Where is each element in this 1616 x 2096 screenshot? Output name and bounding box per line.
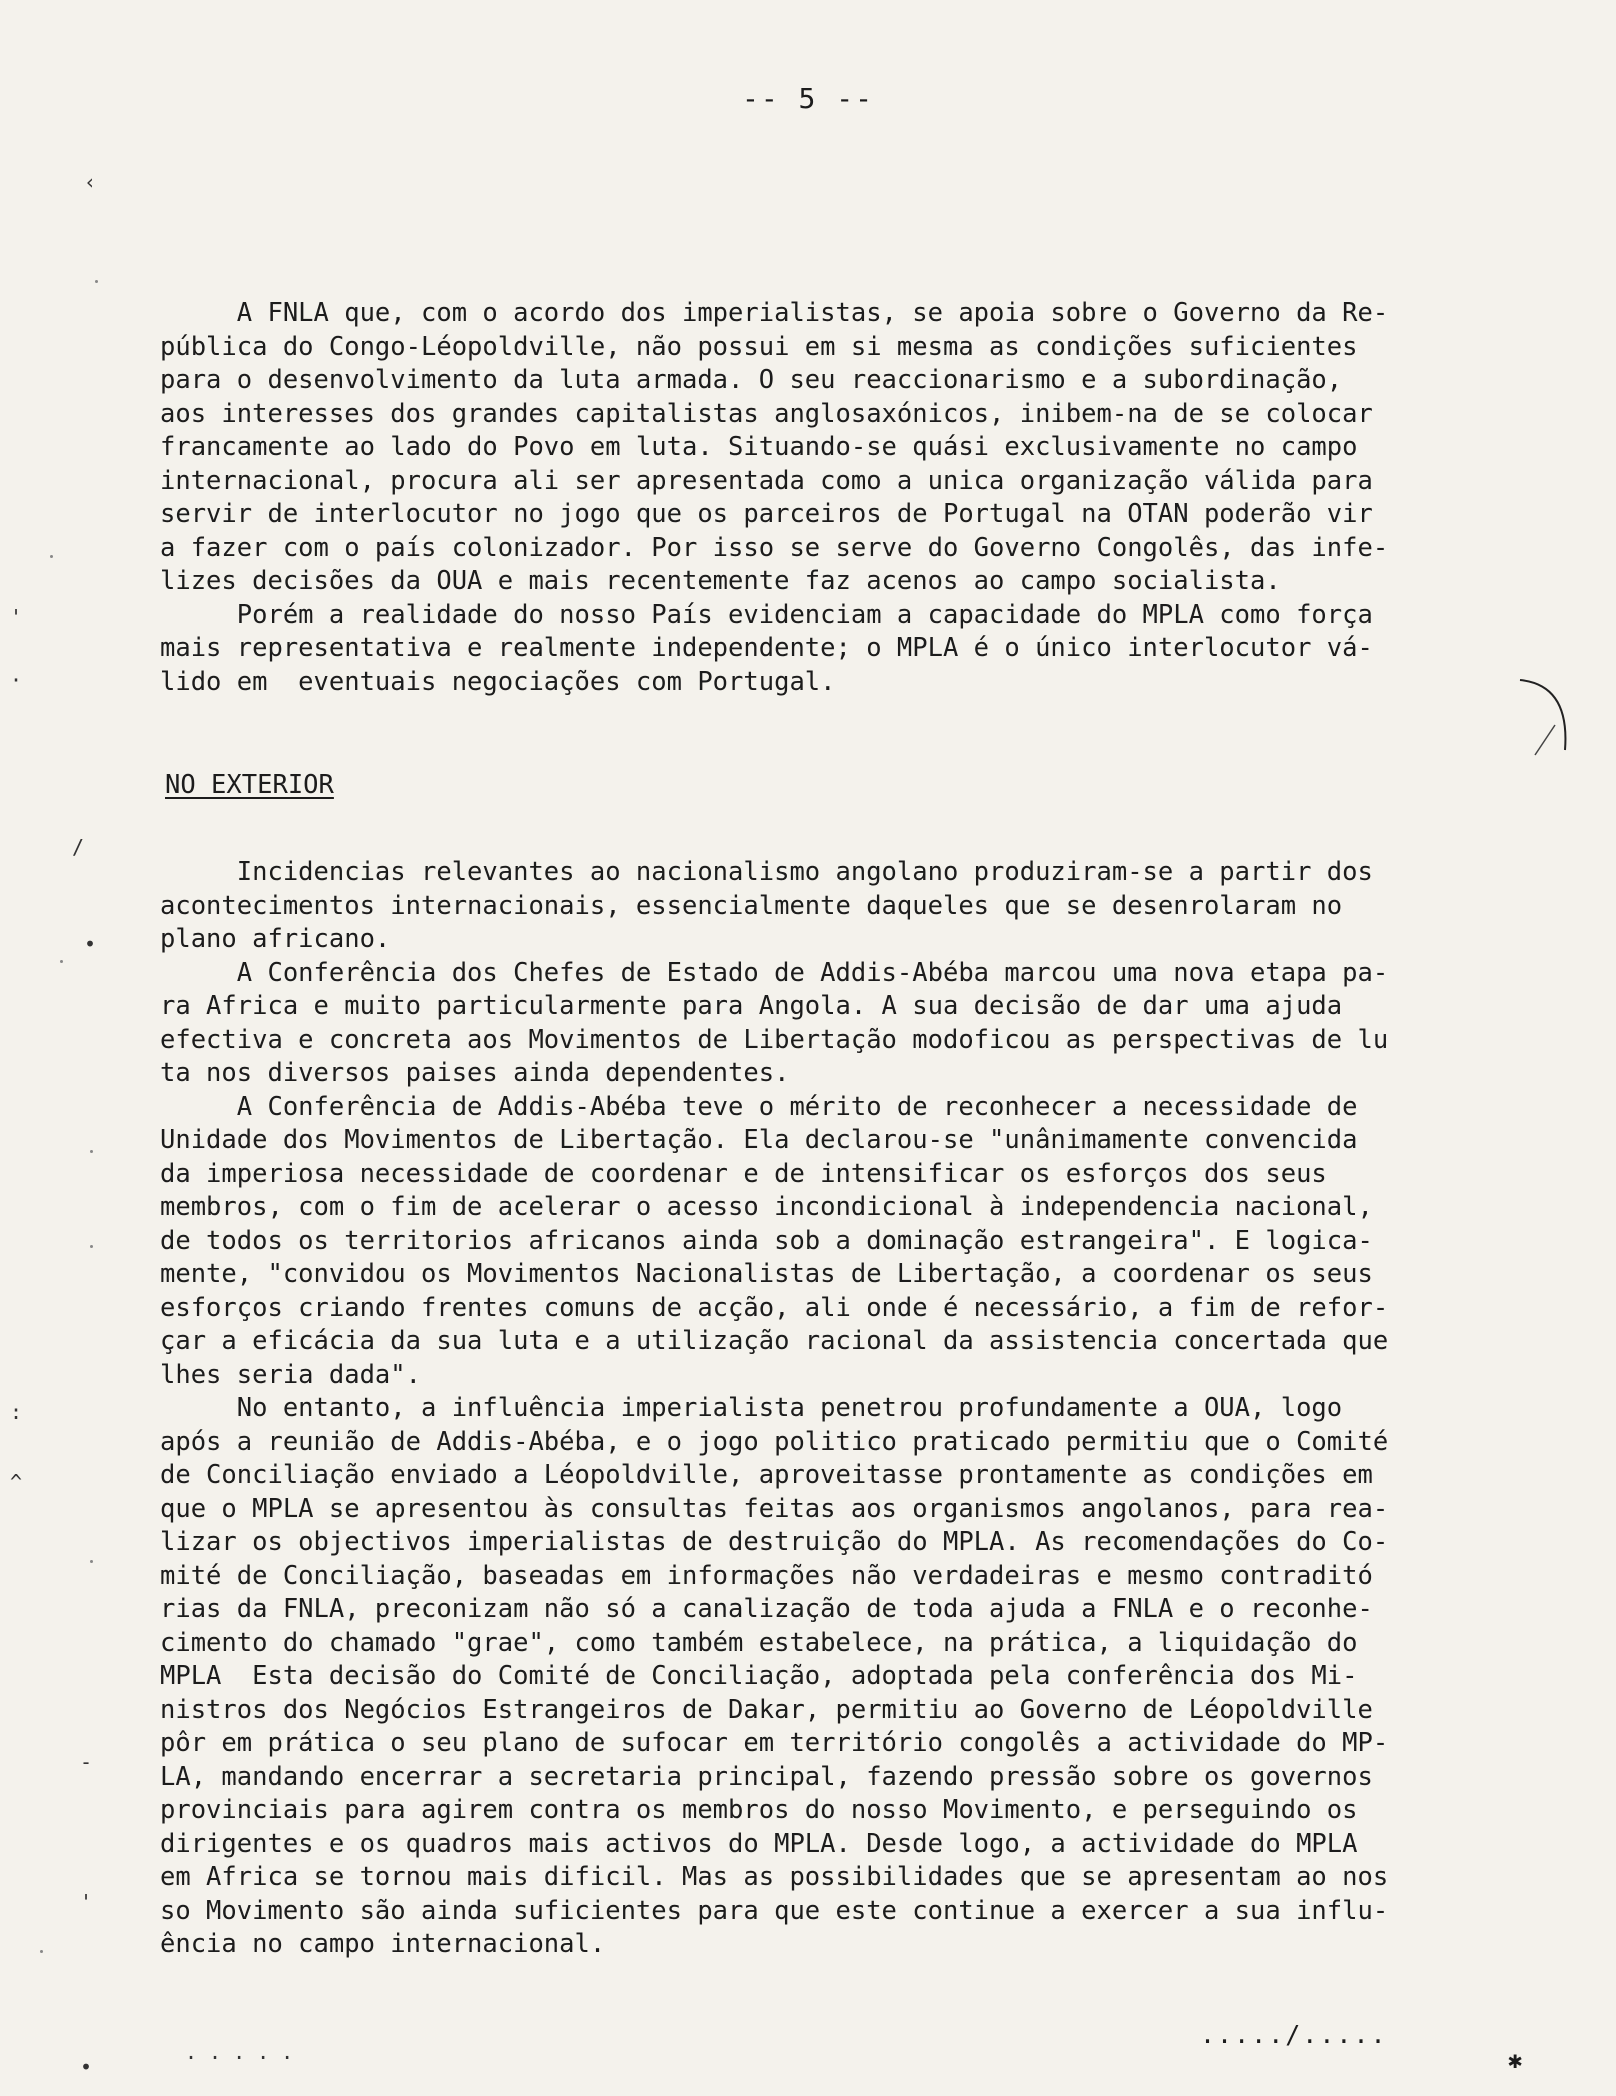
text-line: internacional, procura ali ser apresentada como a unica organização válida para [160,465,1373,496]
text-line: No entanto, a influência imperialista penetrou profundamente a OUA, logo [160,1393,1343,1423]
text-line: A FNLA que, com o acordo dos imperialistas, se apoia sobre o Governo da Re- [160,298,1389,328]
text-line: pôr em prática o seu plano de sufocar em território congolês a actividade do MP- [160,1728,1389,1758]
text-line: de Conciliação enviado a Léopoldville, aproveitasse prontamente as condições em [160,1460,1373,1490]
text-line: efectiva e concreta aos Movimentos de Libertação modoficou as perspectivas de lu [160,1024,1389,1055]
section-heading: NO EXTERIOR [165,770,334,800]
text-line: LA, mandando encerrar a secretaria principal, fazendo pressão sobre os governos [160,1761,1373,1792]
margin-mark: • [80,2055,93,2079]
text-line: ência no campo internacional. [160,1929,606,1959]
text-line: francamente ao lado do Povo em luta. Situando-se quási exclusivamente no campo [160,432,1358,462]
page-number: -- 5 -- [741,82,874,115]
text-line: de todos os territorios africanos ainda sob a dominação estrangeira". E logica- [160,1225,1373,1256]
margin-mark: ‹ [84,170,97,194]
text-line: so Movimento são ainda suficientes para que este continue a exercer a sua influ- [160,1895,1389,1926]
text-line: dirigentes e os quadros mais activos do MPLA. Desde logo, a actividade do MPLA [160,1828,1358,1859]
text-line: ra Africa e muito particularmente para Angola. A sua decisão de dar uma ajuda [160,991,1343,1021]
text-line: mais representativa e realmente independente; o MPLA é o único interlocutor vá- [160,633,1373,663]
text-line: Incidencias relevantes ao nacionalismo angolano produziram-se a partir dos [160,857,1373,887]
text-line: ta nos diversos paises ainda dependentes. [160,1058,790,1088]
text-line: çar a eficácia da sua luta e a utilização racional da assistencia concertada que [160,1326,1389,1356]
margin-mark: ..... [185,2040,306,2064]
text-line: em Africa se tornou mais dificil. Mas as possibilidades que se apresentam ao nos [160,1862,1389,1892]
text-line: membros, com o fim de acelerar o acesso incondicional à independencia nacional, [160,1192,1373,1222]
text-line: mité de Conciliação, baseadas em informações não verdadeiras e mesmo contraditó [160,1560,1373,1591]
text-line: após a reunião de Addis-Abéba, e o jogo politico praticado permitiu que o Comité [160,1426,1389,1457]
text-line: rias da FNLA, preconizam não só a canalização de toda ajuda a FNLA e o reconhe- [160,1594,1373,1624]
text-line: Unidade dos Movimentos de Libertação. Ela declarou-se "unânimamente convencida [160,1125,1358,1155]
text-line: lizes decisões da OUA e mais recentemente faz acenos ao campo socialista. [160,566,1281,596]
text-line: lhes seria dada". [160,1359,421,1390]
margin-mark: ' [10,605,23,629]
margin-mark: / [72,835,85,859]
intro-paragraphs [160,297,1560,699]
text-line: pública do Congo-Léopoldville, não possui em si mesma as condições suficientes [160,331,1358,362]
scan-speck [95,280,98,283]
scan-speck [40,1950,43,1953]
text-line: lido em eventuais negociações com Portugal. [160,666,836,697]
scan-speck [90,1245,93,1248]
continuation-mark: ...../..... [1200,2020,1388,2049]
text-line: servir de interlocutor no jogo que os parceiros de Portugal na OTAN poderão vir [160,499,1373,529]
text-line: Porém a realidade do nosso País evidenciam a capacidade do MPLA como força [160,599,1373,630]
text-line: lizar os objectivos imperialistas de destruição do MPLA. As recomendações do Co- [160,1527,1389,1557]
text-line: para o desenvolvimento da luta armada. O seu reaccionarismo e a subordinação, [160,365,1343,395]
text-line: A Conferência de Addis-Abéba teve o mérito de reconhecer a necessidade de [160,1091,1358,1122]
margin-mark: ' [80,1890,93,1914]
scan-speck [90,1150,93,1153]
scan-speck [60,960,63,963]
text-line: provinciais para agirem contra os membros do nosso Movimento, e perseguindo os [160,1795,1358,1825]
margin-mark: : [10,1400,23,1424]
text-line: a fazer com o país colonizador. Por isso se serve do Governo Congolês, das infe- [160,532,1389,563]
text-line: plano africano. [160,924,391,954]
text-line: da imperiosa necessidade de coordenar e de intensificar os esforços dos seus [160,1158,1327,1189]
margin-mark: · [10,668,23,692]
star-mark-icon: ✱ [1508,2046,1523,2074]
text-line: acontecimentos internacionais, essencialmente daqueles que se desenrolaram no [160,890,1343,921]
exterior-paragraphs [160,856,1560,1962]
scan-speck [90,1560,93,1563]
margin-mark: • [84,932,97,956]
text-line: mente, "convidou os Movimentos Nacionalistas de Libertação, a coordenar os seus [160,1259,1373,1289]
text-line: cimento do chamado "grae", como também estabelece, na prática, a liquidação do [160,1627,1358,1658]
text-line: esforços criando frentes comuns de acção, ali onde é necessário, a fim de refor- [160,1292,1389,1323]
text-line: que o MPLA se apresentou às consultas feitas aos organismos angolanos, para rea- [160,1493,1389,1524]
margin-mark: - [80,1750,93,1774]
scan-speck [50,555,53,558]
text-line: MPLA Esta decisão do Comité de Conciliação, adoptada pela conferência dos Mi- [160,1661,1358,1691]
margin-mark: ^ [10,1470,23,1494]
text-line: nistros dos Negócios Estrangeiros de Dakar, permitiu ao Governo de Léopoldville [160,1694,1373,1725]
text-line: A Conferência dos Chefes de Estado de Addis-Abéba marcou uma nova etapa pa- [160,957,1389,988]
text-line: aos interesses dos grandes capitalistas anglosaxónicos, inibem-na de se colocar [160,398,1373,429]
